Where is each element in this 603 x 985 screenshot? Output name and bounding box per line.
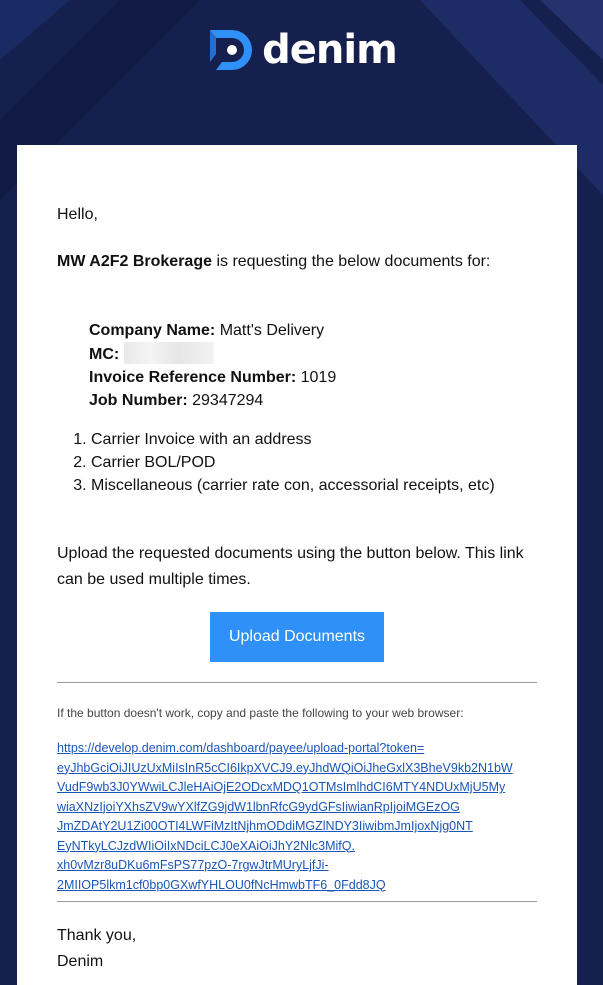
divider (57, 682, 537, 683)
signoff-thanks: Thank you, (57, 927, 137, 944)
email-header (0, 22, 603, 78)
link-line: 2MIIOP5lkm1cf0bp0GXwfYHLOU0fNcHmwbTF6_0Fdd8JQ (57, 877, 386, 892)
list-item: 1. Carrier Invoice with an address (91, 428, 571, 451)
mc-value-redacted (124, 342, 214, 364)
signoff (57, 923, 136, 975)
link-line: JmZDAtY2U1Zi00OTI4LWFiMzItNjhmODdiMGZlNDY3IiwibmJmIjoxNjg0NT (57, 819, 473, 833)
upload-instructions: Upload the requested documents using the button below. This link can be used multiple times. (57, 545, 524, 588)
list-item: 3. Miscellaneous (carrier rate con, accessorial receipts, etc) (91, 474, 571, 497)
invoice-row (89, 366, 336, 389)
list-item: 2. Carrier BOL/POD (91, 451, 571, 474)
job-row (89, 389, 336, 412)
invoice-value: 1019 (296, 369, 337, 386)
greeting: Hello, (57, 206, 98, 223)
link-line: https://develop.denim.com/dashboard/payee/upload-portal?token= (57, 741, 425, 755)
intro-text: is requesting the below documents for: (212, 253, 491, 270)
job-label: Job Number: (89, 392, 188, 409)
denim-d-logo-icon (206, 26, 254, 74)
link-line: VudF9wb3J0YWwiLCJleHAiOjE2ODcxMDQ1OTMsImlhdCI6MTY4NDUxMjU5My (57, 780, 506, 794)
brand-name: denim (262, 27, 397, 73)
link-line: eyJhbGciOiJIUzUxMiIsInR5cCI6IkpXVCJ9.eyJhdWQiOiJheGxlX3BheV9kb2N1bW (57, 760, 513, 775)
mc-label: MC: (89, 346, 120, 363)
company-row (89, 319, 336, 342)
document-list (57, 428, 571, 497)
company-label: Company Name: (89, 322, 216, 339)
upload-documents-button[interactable]: Upload Documents (210, 612, 384, 662)
requester-name: MW A2F2 Brokerage (57, 253, 212, 270)
job-details (89, 319, 336, 412)
intro-paragraph (57, 250, 527, 274)
brand-logo[interactable] (206, 26, 397, 74)
link-line: wiaXNzIjoiYXhsZV9wYXlfZG9jdW1lbnRfcG9ydGFsIiwianRpIjoiMGEzOG (57, 799, 460, 814)
mc-row (89, 342, 336, 366)
invoice-label: Invoice Reference Number: (89, 369, 297, 386)
job-value: 29347294 (187, 392, 264, 409)
link-line: xh0vMzr8uDKu6mFsPS77pzO-7rgwJtrMUryLjfJi- (57, 858, 329, 872)
signoff-sender: Denim (57, 953, 104, 970)
company-value: Matt's Delivery (215, 322, 325, 339)
link-line: EyNTkyLCJzdWIiOiIxNDciLCJ0eXAiOiJhY2Nlc3MifQ. (57, 838, 355, 853)
divider (57, 901, 537, 902)
email-card (17, 145, 577, 985)
upload-portal-link[interactable] (57, 739, 537, 895)
fallback-instructions: If the button doesn't work, copy and paste the following to your web browser: (57, 706, 464, 720)
